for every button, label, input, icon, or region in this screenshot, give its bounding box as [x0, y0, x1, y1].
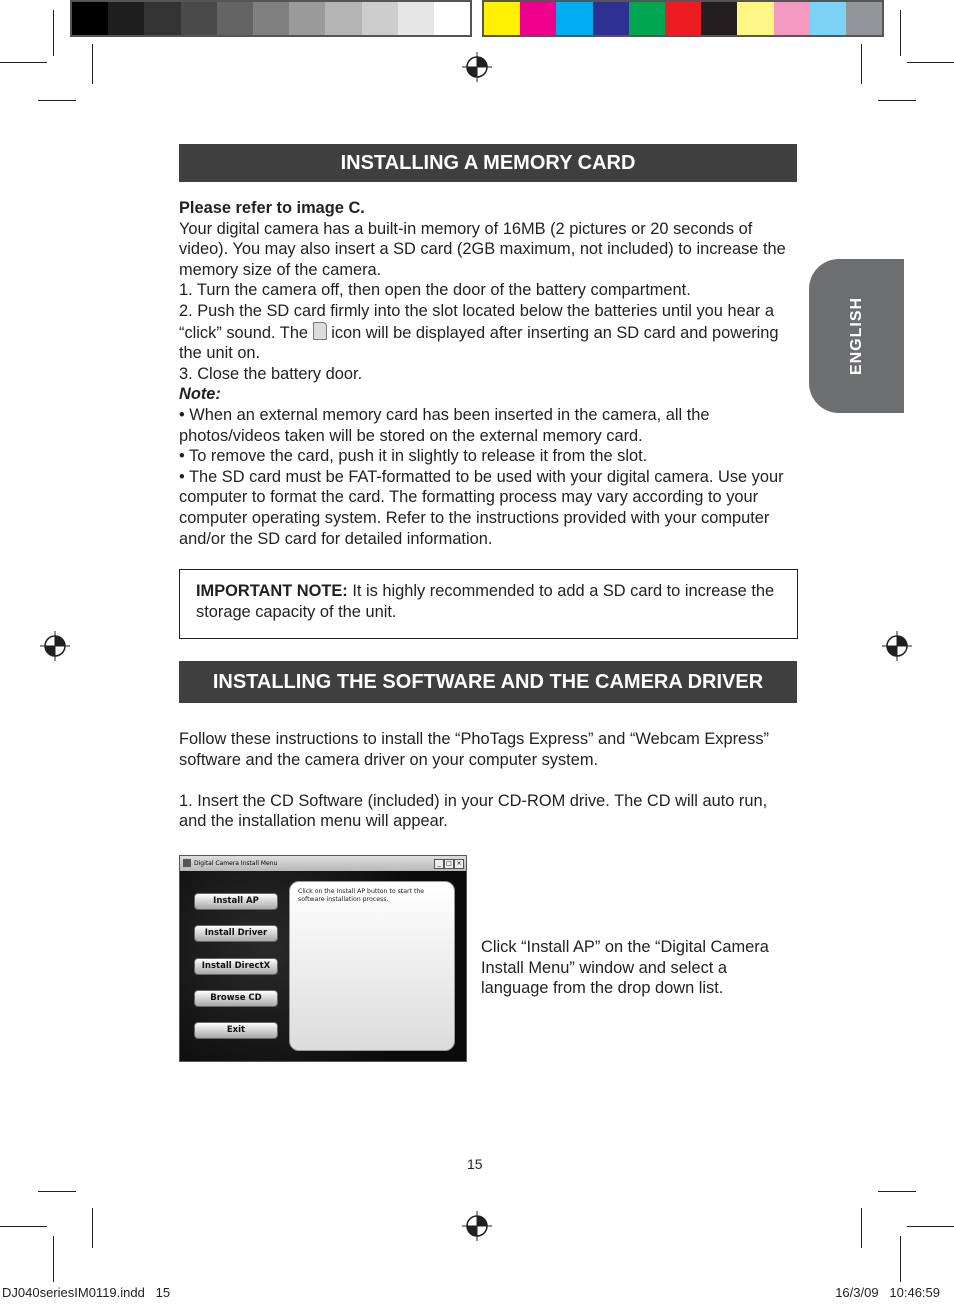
step-3: 3. Close the battery door.: [179, 364, 363, 383]
registration-mark-icon: [462, 52, 492, 82]
color-swatch: [593, 2, 629, 35]
screenshot-caption: Click “Install AP” on the “Digital Camera Install Menu” window and select a language from the drop down list.: [481, 938, 769, 998]
window-app-icon: [183, 859, 191, 867]
color-swatch: [181, 2, 217, 35]
crop-mark: [92, 1208, 93, 1248]
color-swatch: [846, 2, 882, 35]
color-bar: [482, 0, 884, 37]
color-swatch: [217, 2, 253, 35]
color-swatch: [289, 2, 325, 35]
language-tab-label: ENGLISH: [847, 296, 865, 376]
color-swatch: [774, 2, 810, 35]
color-swatch: [629, 2, 665, 35]
software-spacer: [179, 770, 799, 791]
step-2-text-b: icon will be displayed after inserting an SD card and powering the unit on.: [179, 323, 779, 363]
section-heading-memory-card: INSTALLING A MEMORY CARD: [179, 144, 797, 182]
note-1: • When an external memory card has been inserted in the camera, all the photos/videos taken will be stored on the external memory card.: [179, 405, 710, 445]
language-tab: [809, 259, 904, 413]
note-2: • To remove the card, push it in slightly to release it from the slot.: [179, 447, 648, 466]
important-note-text: It is highly recommended to add a SD card to increase the storage capacity of the unit.: [196, 582, 775, 621]
install-driver-button: Install Driver: [194, 925, 278, 942]
grayscale-bar: [70, 0, 472, 37]
color-swatch: [737, 2, 773, 35]
page-number: 15: [467, 1156, 483, 1172]
crop-mark: [878, 1191, 916, 1192]
step-2-text-a: 2. Push the SD card firmly into the slot located below the batteries until you hear a “click” sound. The: [179, 301, 774, 342]
step-2: [179, 301, 799, 364]
color-swatch: [253, 2, 289, 35]
crop-mark: [907, 1226, 954, 1227]
memory-card-body: [179, 198, 799, 549]
intro-paragraph: Your digital camera has a built-in memory of 16MB (2 pictures or 20 seconds of video). You may also insert a SD card (2GB maximum, not included) to increase the memory size of the camera.: [179, 219, 786, 279]
color-swatch: [484, 2, 520, 35]
color-swatch: [325, 2, 361, 35]
crop-mark: [53, 1236, 54, 1282]
registration-mark-icon: [40, 631, 70, 661]
software-intro: Follow these instructions to install the “PhoTags Express” and “Webcam Express” software and the camera driver on your computer system.: [179, 730, 770, 769]
color-swatch: [810, 2, 846, 35]
crop-mark: [0, 1226, 47, 1227]
color-swatch: [108, 2, 144, 35]
crop-mark: [900, 1236, 901, 1282]
crop-mark: [861, 1208, 862, 1248]
close-icon: ×: [454, 859, 464, 869]
window-body: [180, 871, 466, 1061]
footer-timestamp: 16/3/09 10:46:59: [835, 1285, 940, 1300]
section-heading-software: INSTALLING THE SOFTWARE AND THE CAMERA DRIVER: [179, 661, 797, 703]
note-label: Note:: [179, 385, 221, 404]
color-swatch: [556, 2, 592, 35]
crop-mark: [900, 10, 901, 56]
color-swatch: [144, 2, 180, 35]
crop-mark: [878, 100, 916, 101]
note-3: • The SD card must be FAT-formatted to be used with your digital camera. Use your computer to format the card. The formatting process may vary according to your computer operating system. Refer to the instructions provided with your computer and/or the SD card for detailed information.: [179, 467, 784, 548]
color-swatch: [362, 2, 398, 35]
color-swatch: [520, 2, 556, 35]
color-swatch: [72, 2, 108, 35]
crop-mark: [38, 1191, 76, 1192]
browse-cd-button: Browse CD: [194, 990, 278, 1007]
minimize-icon: _: [434, 859, 444, 869]
step-1: 1. Turn the camera off, then open the door of the battery compartment.: [179, 281, 691, 300]
software-body: [179, 729, 799, 832]
sd-card-icon: [313, 322, 327, 340]
color-swatch: [701, 2, 737, 35]
crop-mark: [907, 62, 954, 63]
refer-line: Please refer to image C.: [179, 199, 365, 217]
install-menu-screenshot: [179, 855, 467, 1062]
crop-mark: [38, 100, 76, 101]
maximize-icon: □: [444, 859, 454, 869]
registration-mark-icon: [882, 631, 912, 661]
crop-mark: [92, 44, 93, 84]
important-note-label: IMPORTANT NOTE:: [196, 582, 348, 600]
crop-mark: [861, 44, 862, 84]
color-swatch: [434, 2, 470, 35]
install-ap-button: Install AP: [194, 893, 278, 910]
footer-filename: DJ040seriesIM0119.indd 15: [2, 1285, 171, 1300]
crop-mark: [53, 10, 54, 56]
important-note-box: [179, 569, 798, 639]
crop-mark: [0, 62, 47, 63]
install-directx-button: Install DirectX: [194, 958, 278, 975]
color-swatch: [398, 2, 434, 35]
software-step-1: 1. Insert the CD Software (included) in your CD-ROM drive. The CD will auto run, and the installation menu will appear.: [179, 791, 768, 831]
color-swatch: [665, 2, 701, 35]
exit-button: Exit: [194, 1022, 278, 1039]
window-title: Digital Camera Install Menu: [194, 860, 278, 867]
window-titlebar: [180, 856, 466, 871]
info-panel: Click on the Install AP button to start the software installation process.: [289, 881, 455, 1051]
registration-mark-icon: [462, 1211, 492, 1241]
